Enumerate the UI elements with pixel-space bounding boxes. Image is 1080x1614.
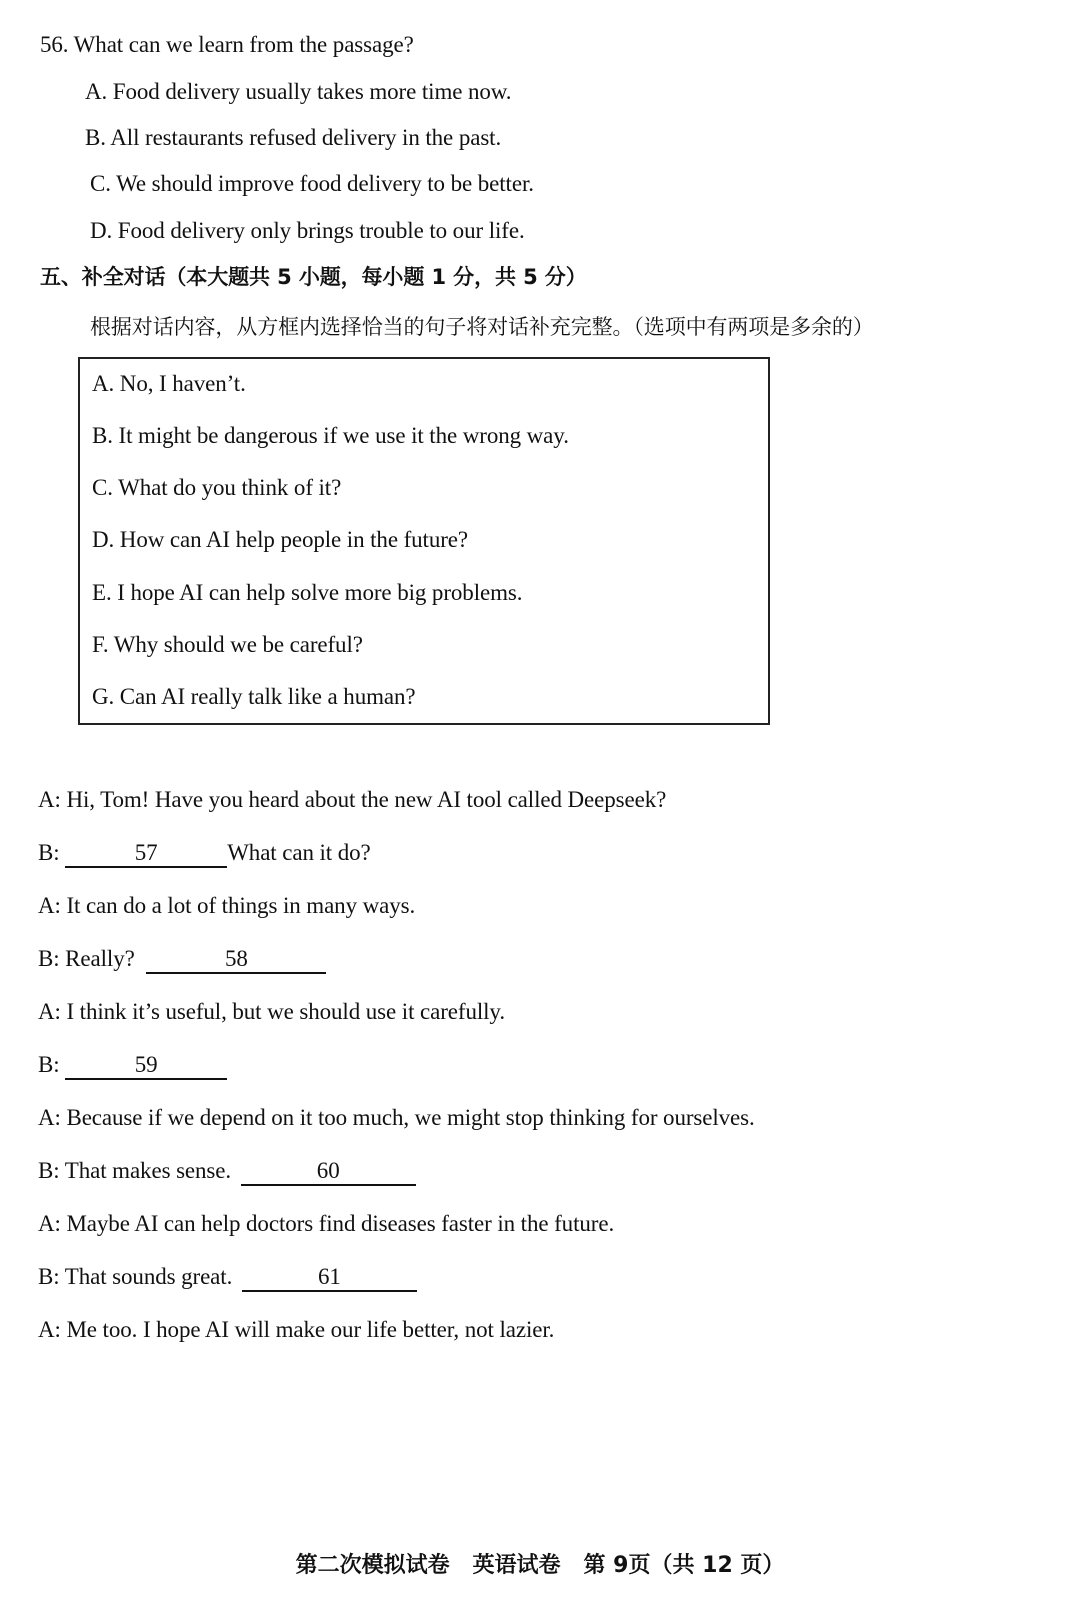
question-56-option-d: D. Food delivery only brings trouble to our life.: [90, 218, 525, 243]
section-5-instruction: 根据对话内容，从方框内选择恰当的句子将对话补充完整。（选项中有两项是多余的）: [90, 315, 874, 339]
dialogue-speaker: B: That sounds great.: [38, 1264, 238, 1289]
question-56-option-b: B. All restaurants refused delivery in the past.: [85, 125, 502, 150]
dialogue-speaker: B:: [38, 1052, 66, 1077]
dialogue-line-3: A: It can do a lot of things in many ways.: [38, 893, 416, 918]
dialogue-speaker: B:: [38, 840, 66, 865]
answer-blank-60[interactable]: [241, 1158, 416, 1186]
blank-number-57: 57: [134, 840, 158, 865]
answer-blank-61[interactable]: [242, 1264, 417, 1292]
question-56-option-a: A. Food delivery usually takes more time now.: [85, 79, 512, 104]
box-option-f: F. Why should we be careful?: [92, 632, 363, 657]
blank-number-61: 61: [317, 1264, 341, 1289]
dialogue-line-9: A: Maybe AI can help doctors find diseases faster in the future.: [38, 1211, 615, 1236]
box-option-g: G. Can AI really talk like a human?: [92, 684, 416, 709]
box-option-b: B. It might be dangerous if we use it the wrong way.: [92, 423, 569, 448]
dialogue-line-6: [38, 1050, 227, 1080]
answer-blank-57[interactable]: [65, 840, 227, 868]
dialogue-line-10: [38, 1262, 417, 1292]
dialogue-line-7: A: Because if we depend on it too much, we might stop thinking for ourselves.: [38, 1105, 755, 1130]
box-option-d: D. How can AI help people in the future?: [92, 527, 469, 552]
dialogue-speaker: B: Really?: [38, 946, 141, 971]
question-56-stem: 56. What can we learn from the passage?: [40, 32, 414, 57]
blank-number-59: 59: [134, 1052, 158, 1077]
dialogue-line-5: A: I think it’s useful, but we should use it carefully.: [38, 999, 505, 1024]
box-option-a: A. No, I haven’t.: [92, 371, 246, 396]
answer-blank-59[interactable]: [65, 1052, 227, 1080]
page-footer: 第二次模拟试卷 英语试卷 第 9页（共 12 页）: [295, 1553, 785, 1578]
dialogue-line-4: [38, 944, 326, 974]
answer-blank-58[interactable]: [146, 946, 326, 974]
box-option-e: E. I hope AI can help solve more big problems.: [92, 580, 523, 605]
section-5-heading: 五、补全对话（本大题共 5 小题，每小题 1 分，共 5 分）: [40, 265, 587, 289]
question-56-option-c: C. We should improve food delivery to be better.: [90, 171, 534, 196]
box-option-c: C. What do you think of it?: [92, 475, 342, 500]
blank-number-58: 58: [224, 946, 248, 971]
dialogue-line-11: A: Me too. I hope AI will make our life better, not lazier.: [38, 1317, 555, 1342]
dialogue-line-1: A: Hi, Tom! Have you heard about the new AI tool called Deepseek?: [38, 787, 667, 812]
dialogue-text: What can it do?: [227, 840, 371, 865]
blank-number-60: 60: [316, 1158, 340, 1183]
dialogue-line-2: [38, 838, 371, 868]
dialogue-speaker: B: That makes sense.: [38, 1158, 237, 1183]
dialogue-line-8: [38, 1156, 416, 1186]
